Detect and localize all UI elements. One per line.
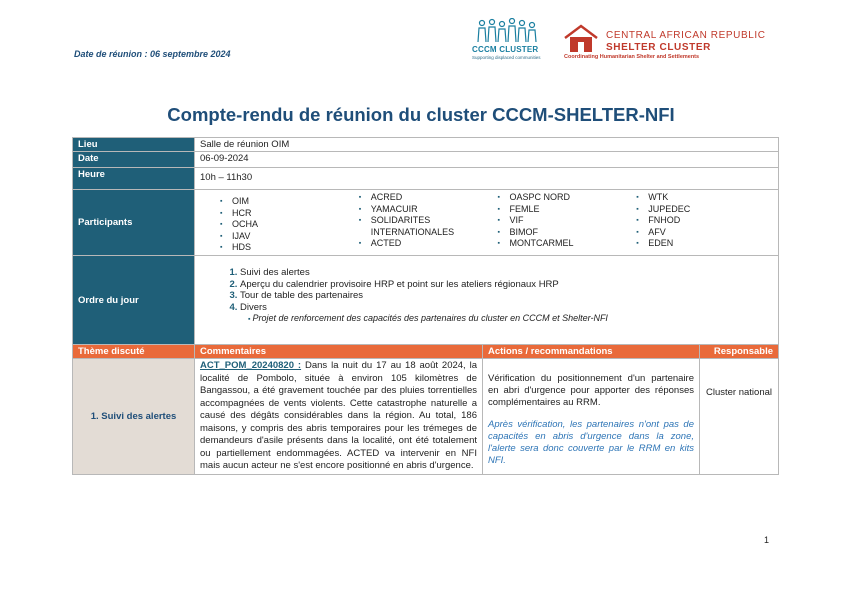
participant: ▪ FNHOD (634, 215, 773, 227)
participant: ▪ ACRED (357, 192, 496, 204)
discussion-row (73, 359, 779, 475)
comment-cell (195, 359, 483, 475)
participant: ▪ VIF (496, 215, 635, 227)
agenda-subitem: ▪ Projet de renforcement des capacités des partenaires du cluster en CCCM et Shelter-NFI (248, 313, 773, 326)
participants-col-2 (357, 192, 496, 254)
page-title: Compte-rendu de réunion du cluster CCCM-SHELTER-NFI (167, 104, 675, 125)
action-cell (483, 359, 700, 475)
agenda-item: 1. Suivi des alertes (240, 267, 773, 279)
discussion-header-row (73, 345, 779, 359)
header-comments: Commentaires (195, 345, 483, 359)
participants-col-1 (218, 192, 357, 254)
comment-text: Dans la nuit du 17 au 18 août 2024, la localité de Pombolo, située à environ 105 kilomètres de Bangassou, a été gravement touchée par des pluies torrentielles accompagnées de vents violents. Cette catastrophe naturelle a causé des dégâts considérables dans la région. Au total, 186 maisons, y compris des abris temporaires pour les trémeges de demandeurs d'asile présents dans la localité, ont été totalement ou partiellement endommagées. ACTED va intervenir en NFI mais aucun acteur ne s'est encore positionné en abris d'urgence. (200, 360, 477, 471)
row-agenda (73, 256, 779, 345)
shelter-logo-country: CENTRAL AFRICAN REPUBLIC (606, 30, 766, 41)
participants-cell (195, 190, 779, 256)
lieu-label: Lieu (73, 138, 195, 152)
agenda-item: 2. Aperçu du calendrier provisoire HRP et point sur les ateliers régionaux HRP (240, 279, 773, 291)
participant: ▪ OASPC NORD (496, 192, 635, 204)
theme-text: Suivi des alertes (101, 410, 177, 422)
header-theme: Thème discuté (73, 345, 195, 359)
participant: ▪ EDEN (634, 238, 773, 250)
heure-label: Heure (73, 168, 195, 190)
participants-label: Participants (73, 190, 195, 256)
action-note: Après vérification, les partenaires n'ont pas de capacités en abris d'urgence dans la zone, l'alerte sera donc couverte par le RRM en kits NFI. (488, 419, 694, 466)
theme-number: 1. (90, 410, 99, 422)
cccm-logo-name: CCCM CLUSTER (472, 45, 539, 54)
participant: ▪ IJAV (218, 231, 357, 243)
participants-col-4 (634, 192, 773, 254)
heure-value: 10h – 11h30 (195, 168, 779, 190)
page-number: 1 (764, 535, 770, 545)
alert-code: ACT_POM_20240820 : (200, 360, 302, 371)
lieu-value: Salle de réunion OIM (195, 138, 779, 152)
agenda-cell (195, 256, 779, 345)
meeting-report-table (72, 137, 779, 475)
participant: ▪ BIMOF (496, 227, 635, 239)
header-responsible: Responsable (700, 345, 779, 359)
participant: ▪ OCHA (218, 219, 357, 231)
participant: ▪ OIM (218, 196, 357, 208)
header-actions: Actions / recommandations (483, 345, 700, 359)
cccm-logo-tagline: Supporting displaced communities (472, 55, 541, 60)
participant: ▪ ACTED (357, 238, 496, 250)
participant: ▪ AFV (634, 227, 773, 239)
participants-col-3 (496, 192, 635, 254)
participant: ▪ HDS (218, 242, 357, 254)
agenda-item: 4. Divers (240, 302, 773, 314)
action-text: Vérification du positionnement d'un partenaire en abri d'urgence pour apporter des réponses complémentaires au RRM. (488, 373, 694, 408)
theme-cell (73, 359, 195, 475)
agenda-label: Ordre du jour (73, 256, 195, 345)
agenda-list (200, 257, 773, 313)
agenda-item: 3. Tour de table des partenaires (240, 290, 773, 302)
participant: ▪ SOLIDARITES INTERNATIONALES (357, 215, 496, 238)
participant: ▪ JUPEDEC (634, 204, 773, 216)
meeting-date: Date de réunion : 06 septembre 2024 (74, 49, 231, 59)
participant: ▪ HCR (218, 208, 357, 220)
cccm-cluster-logo (470, 18, 550, 64)
participant: ▪ FEMLE (496, 204, 635, 216)
participant: ▪ MONTCARMEL (496, 238, 635, 250)
people-icon (476, 18, 542, 44)
row-heure (73, 168, 779, 190)
responsible-cell: Cluster national (700, 359, 779, 475)
participant: ▪ YAMACUIR (357, 204, 496, 216)
participant: ▪ WTK (634, 192, 773, 204)
row-date (73, 152, 779, 168)
agenda-sublist (200, 313, 773, 326)
participants-columns (200, 192, 773, 254)
row-lieu (73, 138, 779, 152)
date-value: 06-09-2024 (195, 152, 779, 168)
shelter-logo-name: SHELTER CLUSTER (606, 42, 711, 53)
shelter-cluster-logo (562, 22, 792, 66)
row-participants (73, 190, 779, 256)
shelter-logo-tagline: Coordinating Humanitarian Shelter and Settlements (564, 54, 700, 60)
date-label: Date (73, 152, 195, 168)
house-icon (562, 24, 600, 54)
